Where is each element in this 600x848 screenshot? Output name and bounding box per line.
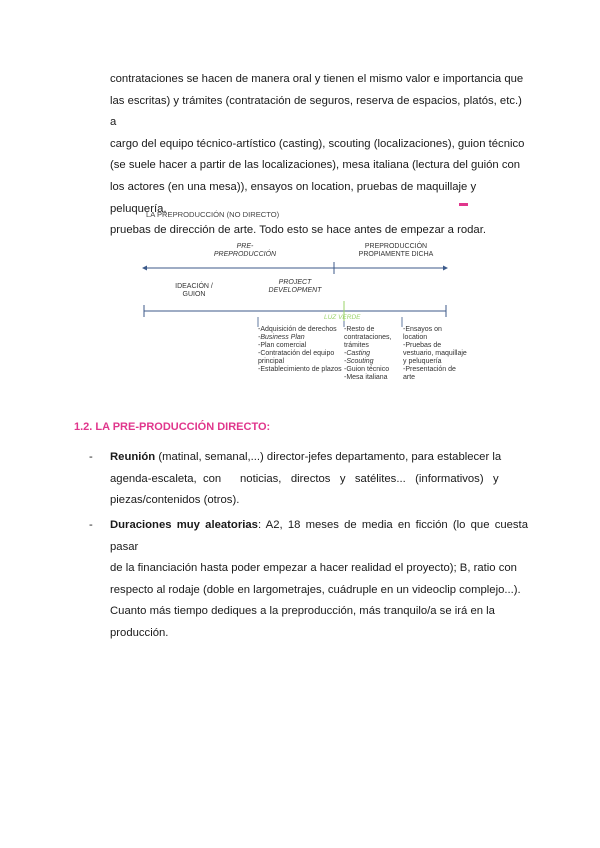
bullet-text: : A2, 18 meses de media en ficción (lo que cuesta pasar [110,519,528,553]
list-item: -Guion técnico [344,366,390,373]
bullet-line: piezas/contenidos (otros). [110,494,240,507]
list-item: -Presentación de arte [403,366,456,381]
phase-pre-label: PRE- PREPRODUCCIÓN [213,243,277,258]
bullet-line: de la financiación hasta poder empezar a hacer realidad el proyecto); B, ratio con [110,562,517,575]
bullet-line: agenda-escaleta, con noticias, directos y satélites... (informativos) y [110,472,499,485]
intro-line: contrataciones se hacen de manera oral y tienen el mismo valor e importancia que [110,73,524,85]
list-item: -Mesa italiana [344,374,388,381]
bullet-marker: - [89,451,93,463]
list-item: -Plan comercial [258,342,307,349]
section-heading: 1.2. LA PRE-PRODUCCIÓN DIRECTO: [74,421,271,433]
bullet-line: Cuanto más tiempo dediques a la preproducción, más tranquilo/a se irá en la [110,605,495,618]
diagram-title: LA PREPRODUCCIÓN (NO DIRECTO) [146,210,280,219]
column-rehearsals [403,326,467,382]
list-item: -Scouting [344,358,374,365]
list-item: -Business Plan [258,334,305,341]
bullet-line [110,515,528,558]
bullet-duraciones [110,515,528,645]
bullet-line: respecto al rodaje (doble en largometrajes, cuádruple en un videoclip complejo...). [110,583,521,596]
list-item: -Ensayos on location [403,326,442,341]
column-development [258,326,342,374]
pink-accent-mark [459,203,468,206]
intro-line: (se suele hacer a partir de las localizaciones), mesa italiana (lectura del guión con [110,159,521,172]
phase-propia-label: PREPRODUCCIÓN PROPIAMENTE DICHA [358,243,434,258]
list-item: -Resto de contrataciones, trámites [344,326,392,349]
list-item: -Pruebas de vestuario, maquillaje y peluquería [403,342,467,365]
phase-axis-arrow-right [443,266,448,271]
intro-line: las escritas) y trámites (contratación de seguros, reserva de espacios, platós, etc.) a [110,94,522,129]
bullet-marker: - [89,519,93,531]
intro-line: cargo del equipo técnico-artístico (casting), scouting (localizaciones), guion técnico [110,137,525,150]
bullet-reunion [110,447,528,512]
phase-axis-arrow-left [142,266,147,271]
intro-line: los actores (en una mesa)), ensayos on location, pruebas de maquillaje y peluquería, [110,180,477,215]
list-item: -Establecimiento de plazos [258,366,342,373]
bullet-term: Duraciones muy aleatorias [110,519,258,531]
list-item: -Casting [344,350,371,357]
preproduction-diagram [140,207,470,402]
intro-line: pruebas de dirección de arte. Todo esto se hace antes de empezar a rodar. [110,224,486,237]
bullet-line: producción. [110,626,169,639]
stage-ideacion-label: IDEACIÓN / GUION [175,283,213,298]
list-item: -Adquisición de derechos [258,326,337,333]
column-preproduction [344,326,404,382]
bullet-line [110,447,528,469]
bullet-term: Reunión [110,451,156,463]
luz-verde-label: LUZ VERDE [324,314,361,321]
stage-project-label: PROJECT DEVELOPMENT [268,279,322,294]
list-item: -Contratación del equipo principal [258,350,335,365]
bullet-text: (matinal, semanal,...) director-jefes departamento, para establecer la [155,451,502,463]
